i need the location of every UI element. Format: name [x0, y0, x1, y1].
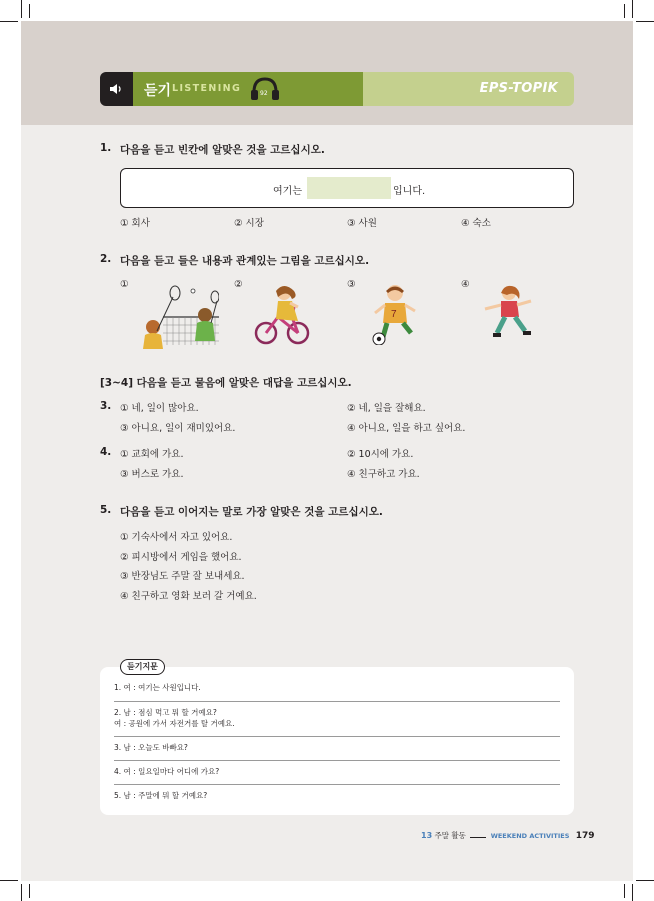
crop-mark — [21, 884, 22, 901]
picture-number: ④ — [461, 279, 470, 290]
option[interactable]: ③ 사원 — [347, 218, 377, 229]
option[interactable]: ② 시장 — [234, 218, 264, 229]
divider — [114, 736, 560, 737]
question-prompt: 다음을 듣고 빈칸에 알맞은 것을 고르십시오. — [120, 144, 325, 156]
track-number: 92 — [260, 90, 268, 97]
bicycle-picture[interactable] — [254, 283, 312, 345]
crop-mark — [29, 4, 30, 18]
crop-mark — [21, 0, 22, 18]
page-footer — [421, 830, 595, 842]
option[interactable]: ② 피시방에서 게임을 했어요. — [120, 552, 242, 563]
transcript-row: 4. 여 : 일요일마다 어디에 가요? — [114, 767, 220, 776]
sentence-box — [120, 168, 574, 208]
crop-mark — [636, 21, 654, 22]
transcript-row: 1. 여 : 여기는 사원입니다. — [114, 683, 201, 692]
question-number: 1. — [100, 142, 112, 154]
soccer-picture[interactable] — [371, 283, 419, 345]
headphones-icon[interactable] — [250, 76, 280, 102]
question-number: 4. — [100, 446, 112, 458]
transcript-tag: 듣기지문 — [120, 659, 165, 675]
question-3 — [100, 400, 120, 414]
option[interactable]: ③ 아니요, 일이 재미있어요. — [120, 423, 236, 434]
picture-number: ② — [234, 279, 243, 290]
option[interactable]: ④ 아니요, 일을 하고 싶어요. — [347, 423, 466, 434]
option[interactable]: ④ 숙소 — [461, 218, 491, 229]
speaker-icon-box[interactable] — [100, 72, 133, 106]
option[interactable]: ③ 버스로 가요. — [120, 469, 184, 480]
instruction-text: [3~4] 다음을 듣고 물음에 알맞은 대답을 고르십시오. — [100, 377, 352, 389]
crop-mark — [624, 4, 625, 18]
unit-number: 13 — [421, 831, 433, 840]
question-4 — [100, 446, 120, 460]
badminton-picture[interactable] — [133, 285, 219, 349]
speaker-icon — [108, 81, 124, 97]
svg-text:7: 7 — [391, 309, 397, 320]
question-prompt: 다음을 듣고 들은 내용과 관계있는 그림을 고르십시오. — [120, 255, 370, 267]
option[interactable]: ④ 친구하고 가요. — [347, 469, 420, 480]
divider — [114, 760, 560, 761]
crop-mark — [636, 880, 654, 881]
divider — [114, 784, 560, 785]
question-1 — [100, 142, 500, 156]
transcript-box — [100, 662, 574, 815]
picture-number: ③ — [347, 279, 356, 290]
transcript-row: 2. 남 : 점심 먹고 뭐 할 거예요? — [114, 708, 217, 717]
question-number: 3. — [100, 400, 112, 412]
page-number: 179 — [575, 831, 595, 841]
crop-mark — [632, 0, 633, 18]
crop-mark — [0, 880, 18, 881]
question-number: 2. — [100, 253, 112, 265]
divider — [114, 701, 560, 702]
picture-number: ① — [120, 279, 129, 290]
crop-mark — [0, 21, 18, 22]
crop-mark — [624, 884, 625, 898]
unit-title-en: WEEKEND ACTIVITIES — [490, 832, 570, 840]
option[interactable]: ① 네, 일이 많아요. — [120, 403, 199, 414]
option[interactable]: ② 10시에 가요. — [347, 449, 414, 460]
option[interactable]: ① 교회에 가요. — [120, 449, 184, 460]
section-title-en: LISTENING — [172, 83, 242, 94]
option[interactable]: ① 회사 — [120, 218, 150, 229]
transcript-row: 3. 남 : 오늘도 바빠요? — [114, 743, 188, 752]
sentence-after: 입니다. — [393, 186, 426, 197]
sentence-before: 여기는 — [273, 186, 302, 197]
transcript-row: 5. 남 : 주말에 뭐 할 거예요? — [114, 791, 208, 800]
option[interactable]: ② 네, 일을 잘해요. — [347, 403, 426, 414]
crop-mark — [632, 884, 633, 901]
option[interactable]: ④ 친구하고 영화 보러 갈 거예요. — [120, 591, 257, 602]
crop-mark — [29, 884, 30, 898]
section-title-ko: 듣기 — [144, 83, 172, 99]
brand-logo: EPS-TOPIK — [479, 81, 558, 96]
unit-title-ko: 주말 활동 — [434, 831, 466, 840]
option[interactable]: ① 기숙사에서 자고 있어요. — [120, 532, 233, 543]
option[interactable]: ③ 반장님도 주말 잘 보내세요. — [120, 571, 245, 582]
section-header — [100, 72, 574, 106]
answer-blank — [307, 177, 391, 199]
question-5 — [100, 504, 520, 518]
question-number: 5. — [100, 504, 112, 516]
question-prompt: 다음을 듣고 이어지는 말로 가장 알맞은 것을 고르십시오. — [120, 506, 383, 518]
textbook-page — [21, 21, 633, 881]
question-3-4-instruction — [100, 375, 500, 389]
transcript-row: 여 : 공원에 가서 자전거를 탈 거예요. — [114, 719, 235, 728]
question-2 — [100, 253, 500, 267]
running-girl-picture[interactable] — [481, 283, 535, 343]
footer-rule — [470, 837, 486, 838]
